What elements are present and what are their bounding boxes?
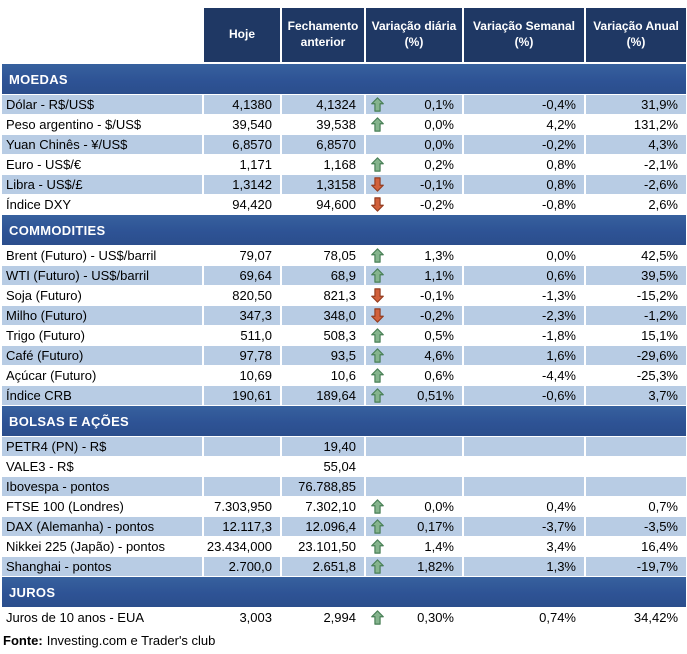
cell-variacao-semanal: 3,4%: [464, 537, 584, 556]
cell-variacao-anual: -25,3%: [586, 366, 686, 385]
cell-label: VALE3 - R$: [2, 457, 202, 476]
cell-variacao-diaria: [366, 306, 462, 325]
cell-label: Euro - US$/€: [2, 155, 202, 174]
variacao-diaria-value: 4,6%: [424, 348, 454, 363]
table-row: [2, 537, 686, 556]
cell-variacao-anual: -1,2%: [586, 306, 686, 325]
cell-variacao-semanal: 4,2%: [464, 115, 584, 134]
indicators-table: [2, 8, 686, 627]
cell-label: Shanghai - pontos: [2, 557, 202, 576]
cell-variacao-anual: 3,7%: [586, 386, 686, 405]
cell-fechamento-anterior: 821,3: [282, 286, 364, 305]
up-arrow-icon: [371, 328, 384, 343]
table-row: [2, 306, 686, 325]
cell-fechamento-anterior: 19,40: [282, 437, 364, 456]
cell-fechamento-anterior: 39,538: [282, 115, 364, 134]
cell-hoje: 12.117,3: [204, 517, 280, 536]
cell-fechamento-anterior: 508,3: [282, 326, 364, 345]
cell-label: DAX (Alemanha) - pontos: [2, 517, 202, 536]
variacao-diaria-value: 0,0%: [424, 137, 454, 152]
cell-label: Trigo (Futuro): [2, 326, 202, 345]
cell-fechamento-anterior: 93,5: [282, 346, 364, 365]
cell-label: Nikkei 225 (Japão) - pontos: [2, 537, 202, 556]
variacao-diaria-value: 1,3%: [424, 248, 454, 263]
cell-fechamento-anterior: 78,05: [282, 246, 364, 265]
cell-label: Peso argentino - $/US$: [2, 115, 202, 134]
variacao-diaria-value: -0,1%: [420, 288, 454, 303]
cell-label: Milho (Futuro): [2, 306, 202, 325]
cell-variacao-diaria: [366, 386, 462, 405]
cell-variacao-semanal: 0,8%: [464, 175, 584, 194]
cell-variacao-anual: -2,6%: [586, 175, 686, 194]
cell-variacao-semanal: 1,3%: [464, 557, 584, 576]
up-arrow-icon: [371, 348, 384, 363]
col-header-hoje: Hoje: [204, 8, 280, 62]
up-arrow-icon: [371, 368, 384, 383]
up-arrow-icon: [371, 539, 384, 554]
cell-variacao-diaria: [366, 517, 462, 536]
table-row: [2, 115, 686, 134]
table-row: [2, 457, 686, 476]
cell-label: Café (Futuro): [2, 346, 202, 365]
cell-variacao-semanal: -0,8%: [464, 195, 584, 214]
cell-label: WTI (Futuro) - US$/barril: [2, 266, 202, 285]
variacao-diaria-value: 0,30%: [417, 610, 454, 625]
cell-variacao-diaria: [366, 195, 462, 214]
cell-hoje: 190,61: [204, 386, 280, 405]
table-row: [2, 346, 686, 365]
cell-hoje: 79,07: [204, 246, 280, 265]
cell-variacao-diaria: [366, 497, 462, 516]
table-row: [2, 366, 686, 385]
source-label: Fonte:: [3, 632, 43, 648]
cell-variacao-diaria: [366, 266, 462, 285]
cell-variacao-semanal: [464, 437, 584, 456]
cell-variacao-diaria: [366, 135, 462, 154]
cell-hoje: 69,64: [204, 266, 280, 285]
cell-variacao-semanal: 0,4%: [464, 497, 584, 516]
cell-variacao-semanal: -2,3%: [464, 306, 584, 325]
cell-variacao-anual: 42,5%: [586, 246, 686, 265]
cell-variacao-semanal: 0,6%: [464, 266, 584, 285]
variacao-diaria-value: 0,51%: [417, 388, 454, 403]
variacao-diaria-value: 0,6%: [424, 368, 454, 383]
down-arrow-icon: [371, 308, 384, 323]
up-arrow-icon: [371, 97, 384, 112]
cell-variacao-anual: 2,6%: [586, 195, 686, 214]
cell-variacao-anual: 34,42%: [586, 608, 686, 627]
cell-variacao-diaria: [366, 608, 462, 627]
cell-fechamento-anterior: 94,600: [282, 195, 364, 214]
cell-label: Libra - US$/£: [2, 175, 202, 194]
cell-hoje: 10,69: [204, 366, 280, 385]
cell-label: Dólar - R$/US$: [2, 95, 202, 114]
cell-hoje: 39,540: [204, 115, 280, 134]
cell-hoje: 94,420: [204, 195, 280, 214]
cell-variacao-diaria: [366, 477, 462, 496]
cell-variacao-diaria: [366, 557, 462, 576]
variacao-diaria-value: 1,82%: [417, 559, 454, 574]
table-row: [2, 175, 686, 194]
variacao-diaria-value: -0,1%: [420, 177, 454, 192]
cell-label: Açúcar (Futuro): [2, 366, 202, 385]
cell-fechamento-anterior: 7.302,10: [282, 497, 364, 516]
cell-hoje: 7.303,950: [204, 497, 280, 516]
cell-variacao-semanal: -0,4%: [464, 95, 584, 114]
cell-hoje: 3,003: [204, 608, 280, 627]
cell-variacao-anual: -2,1%: [586, 155, 686, 174]
section-header: [2, 64, 686, 94]
table-row: [2, 246, 686, 265]
cell-variacao-diaria: [366, 537, 462, 556]
cell-variacao-diaria: [366, 95, 462, 114]
cell-fechamento-anterior: 2,994: [282, 608, 364, 627]
cell-variacao-anual: -29,6%: [586, 346, 686, 365]
cell-hoje: 1,171: [204, 155, 280, 174]
table-row: [2, 437, 686, 456]
cell-variacao-semanal: [464, 457, 584, 476]
col-header-variacao-semanal: Variação Semanal (%): [464, 8, 584, 62]
cell-variacao-anual: 131,2%: [586, 115, 686, 134]
table-row: [2, 608, 686, 627]
cell-variacao-semanal: -0,6%: [464, 386, 584, 405]
up-arrow-icon: [371, 499, 384, 514]
cell-variacao-diaria: [366, 346, 462, 365]
cell-label: Brent (Futuro) - US$/barril: [2, 246, 202, 265]
up-arrow-icon: [371, 388, 384, 403]
cell-fechamento-anterior: 68,9: [282, 266, 364, 285]
cell-variacao-semanal: [464, 477, 584, 496]
cell-fechamento-anterior: 23.101,50: [282, 537, 364, 556]
cell-variacao-anual: [586, 437, 686, 456]
cell-variacao-anual: 0,7%: [586, 497, 686, 516]
variacao-diaria-value: -0,2%: [420, 197, 454, 212]
up-arrow-icon: [371, 248, 384, 263]
cell-fechamento-anterior: 76.788,85: [282, 477, 364, 496]
cell-label: Juros de 10 anos - EUA: [2, 608, 202, 627]
cell-variacao-anual: 4,3%: [586, 135, 686, 154]
up-arrow-icon: [371, 559, 384, 574]
cell-variacao-diaria: [366, 175, 462, 194]
cell-label: Yuan Chinês - ¥/US$: [2, 135, 202, 154]
cell-variacao-semanal: -0,2%: [464, 135, 584, 154]
cell-fechamento-anterior: 4,1324: [282, 95, 364, 114]
cell-fechamento-anterior: 55,04: [282, 457, 364, 476]
cell-variacao-anual: [586, 477, 686, 496]
cell-fechamento-anterior: 1,3158: [282, 175, 364, 194]
cell-variacao-anual: 15,1%: [586, 326, 686, 345]
cell-variacao-semanal: -4,4%: [464, 366, 584, 385]
cell-hoje: 347,3: [204, 306, 280, 325]
cell-variacao-semanal: 0,74%: [464, 608, 584, 627]
up-arrow-icon: [371, 610, 384, 625]
cell-fechamento-anterior: 1,168: [282, 155, 364, 174]
col-header-variacao-diaria: Variação diária (%): [366, 8, 462, 62]
cell-hoje: 6,8570: [204, 135, 280, 154]
cell-label: Índice CRB: [2, 386, 202, 405]
table-row: [2, 135, 686, 154]
cell-fechamento-anterior: 348,0: [282, 306, 364, 325]
variacao-diaria-value: 1,1%: [424, 268, 454, 283]
down-arrow-icon: [371, 177, 384, 192]
cell-variacao-diaria: [366, 246, 462, 265]
table-row: [2, 195, 686, 214]
source-note: [3, 630, 687, 650]
cell-fechamento-anterior: 2.651,8: [282, 557, 364, 576]
cell-variacao-diaria: [366, 457, 462, 476]
variacao-diaria-value: 0,17%: [417, 519, 454, 534]
cell-label: Ibovespa - pontos: [2, 477, 202, 496]
cell-hoje: [204, 477, 280, 496]
table-row: [2, 557, 686, 576]
cell-variacao-anual: [586, 457, 686, 476]
cell-variacao-diaria: [366, 286, 462, 305]
down-arrow-icon: [371, 288, 384, 303]
section-title: JUROS: [9, 584, 56, 600]
section-title: MOEDAS: [9, 71, 68, 87]
up-arrow-icon: [371, 157, 384, 172]
table-row: [2, 497, 686, 516]
variacao-diaria-value: 0,2%: [424, 157, 454, 172]
table-row: [2, 326, 686, 345]
table-row: [2, 286, 686, 305]
cell-hoje: 820,50: [204, 286, 280, 305]
cell-variacao-diaria: [366, 366, 462, 385]
cell-fechamento-anterior: 189,64: [282, 386, 364, 405]
header-corner-spacer: [2, 8, 202, 62]
up-arrow-icon: [371, 519, 384, 534]
cell-variacao-anual: 16,4%: [586, 537, 686, 556]
cell-hoje: [204, 457, 280, 476]
up-arrow-icon: [371, 117, 384, 132]
up-arrow-icon: [371, 268, 384, 283]
cell-variacao-anual: 31,9%: [586, 95, 686, 114]
table-row: [2, 517, 686, 536]
section-header: [2, 577, 686, 607]
cell-variacao-diaria: [366, 437, 462, 456]
cell-fechamento-anterior: 10,6: [282, 366, 364, 385]
table-row: [2, 386, 686, 405]
cell-variacao-semanal: 1,6%: [464, 346, 584, 365]
down-arrow-icon: [371, 197, 384, 212]
section-header: [2, 406, 686, 436]
variacao-diaria-value: 1,4%: [424, 539, 454, 554]
cell-fechamento-anterior: 12.096,4: [282, 517, 364, 536]
cell-hoje: 4,1380: [204, 95, 280, 114]
col-header-fechamento: Fechamento anterior: [282, 8, 364, 62]
table-row: [2, 266, 686, 285]
col-header-variacao-anual: Variação Anual (%): [586, 8, 686, 62]
cell-variacao-semanal: -1,3%: [464, 286, 584, 305]
section-header: [2, 215, 686, 245]
variacao-diaria-value: -0,2%: [420, 308, 454, 323]
cell-variacao-diaria: [366, 326, 462, 345]
cell-label: PETR4 (PN) - R$: [2, 437, 202, 456]
cell-variacao-anual: -3,5%: [586, 517, 686, 536]
cell-variacao-diaria: [366, 115, 462, 134]
cell-hoje: 97,78: [204, 346, 280, 365]
cell-variacao-anual: 39,5%: [586, 266, 686, 285]
table-row: [2, 95, 686, 114]
source-text: Investing.com e Trader's club: [46, 632, 216, 648]
table-row: [2, 155, 686, 174]
cell-fechamento-anterior: 6,8570: [282, 135, 364, 154]
cell-label: Soja (Futuro): [2, 286, 202, 305]
table-header-row: [2, 8, 686, 62]
cell-variacao-semanal: -1,8%: [464, 326, 584, 345]
section-title: BOLSAS E AÇÕES: [9, 413, 130, 429]
cell-variacao-semanal: 0,0%: [464, 246, 584, 265]
cell-hoje: 23.434,000: [204, 537, 280, 556]
cell-variacao-diaria: [366, 155, 462, 174]
section-title: COMMODITIES: [9, 222, 106, 238]
variacao-diaria-value: 0,0%: [424, 117, 454, 132]
cell-variacao-anual: -19,7%: [586, 557, 686, 576]
variacao-diaria-value: 0,5%: [424, 328, 454, 343]
cell-hoje: 511,0: [204, 326, 280, 345]
cell-variacao-semanal: -3,7%: [464, 517, 584, 536]
cell-hoje: 1,3142: [204, 175, 280, 194]
table-body: [2, 64, 686, 627]
cell-label: Índice DXY: [2, 195, 202, 214]
variacao-diaria-value: 0,1%: [424, 97, 454, 112]
cell-hoje: 2.700,0: [204, 557, 280, 576]
cell-variacao-semanal: 0,8%: [464, 155, 584, 174]
cell-hoje: [204, 437, 280, 456]
cell-label: FTSE 100 (Londres): [2, 497, 202, 516]
variacao-diaria-value: 0,0%: [424, 499, 454, 514]
cell-variacao-anual: -15,2%: [586, 286, 686, 305]
table-row: [2, 477, 686, 496]
